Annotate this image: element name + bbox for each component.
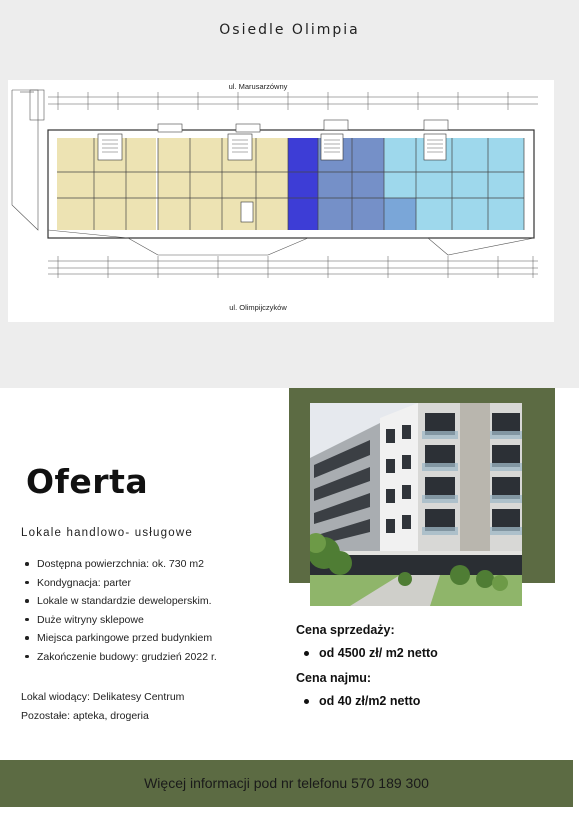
sale-price-value: od 4500 zł/ m2 netto (296, 645, 438, 670)
list-item: Miejsca parkingowe przed budynkiem (23, 631, 217, 650)
building-photo (310, 403, 522, 606)
list-item: Lokale w standardzie deweloperskim. (23, 594, 217, 613)
tenants-info (21, 688, 184, 726)
list-item: Zakończenie budowy: grudzień 2022 r. (23, 650, 217, 669)
street-label-bottom: ul. Olimpijczyków (229, 303, 287, 312)
price-block (296, 622, 438, 718)
rent-price-value: od 40 zł/m2 netto (296, 693, 438, 718)
list-item: Duże witryny sklepowe (23, 613, 217, 632)
footer-bar (0, 760, 573, 807)
contact-phone: Więcej informacji pod nr telefonu 570 189 300 (144, 775, 429, 791)
page-title: Osiedle Olimpia (219, 22, 360, 38)
offer-title: Oferta (26, 462, 149, 501)
leading-tenant: Lokal wiodący: Delikatesy Centrum (21, 691, 185, 703)
other-tenants: Pozostałe: apteka, drogeria (21, 710, 149, 722)
features-list (23, 557, 217, 669)
rent-price-label: Cena najmu: (296, 671, 372, 685)
sale-price-label: Cena sprzedaży: (296, 623, 395, 637)
list-item: Kondygnacja: parter (23, 576, 217, 595)
floor-plan (8, 80, 554, 322)
offer-subtitle: Lokale handlowo- usługowe (21, 527, 193, 539)
list-item: Dostępna powierzchnia: ok. 730 m2 (23, 557, 217, 576)
street-label-top: ul. Marusarzówny (228, 82, 288, 91)
